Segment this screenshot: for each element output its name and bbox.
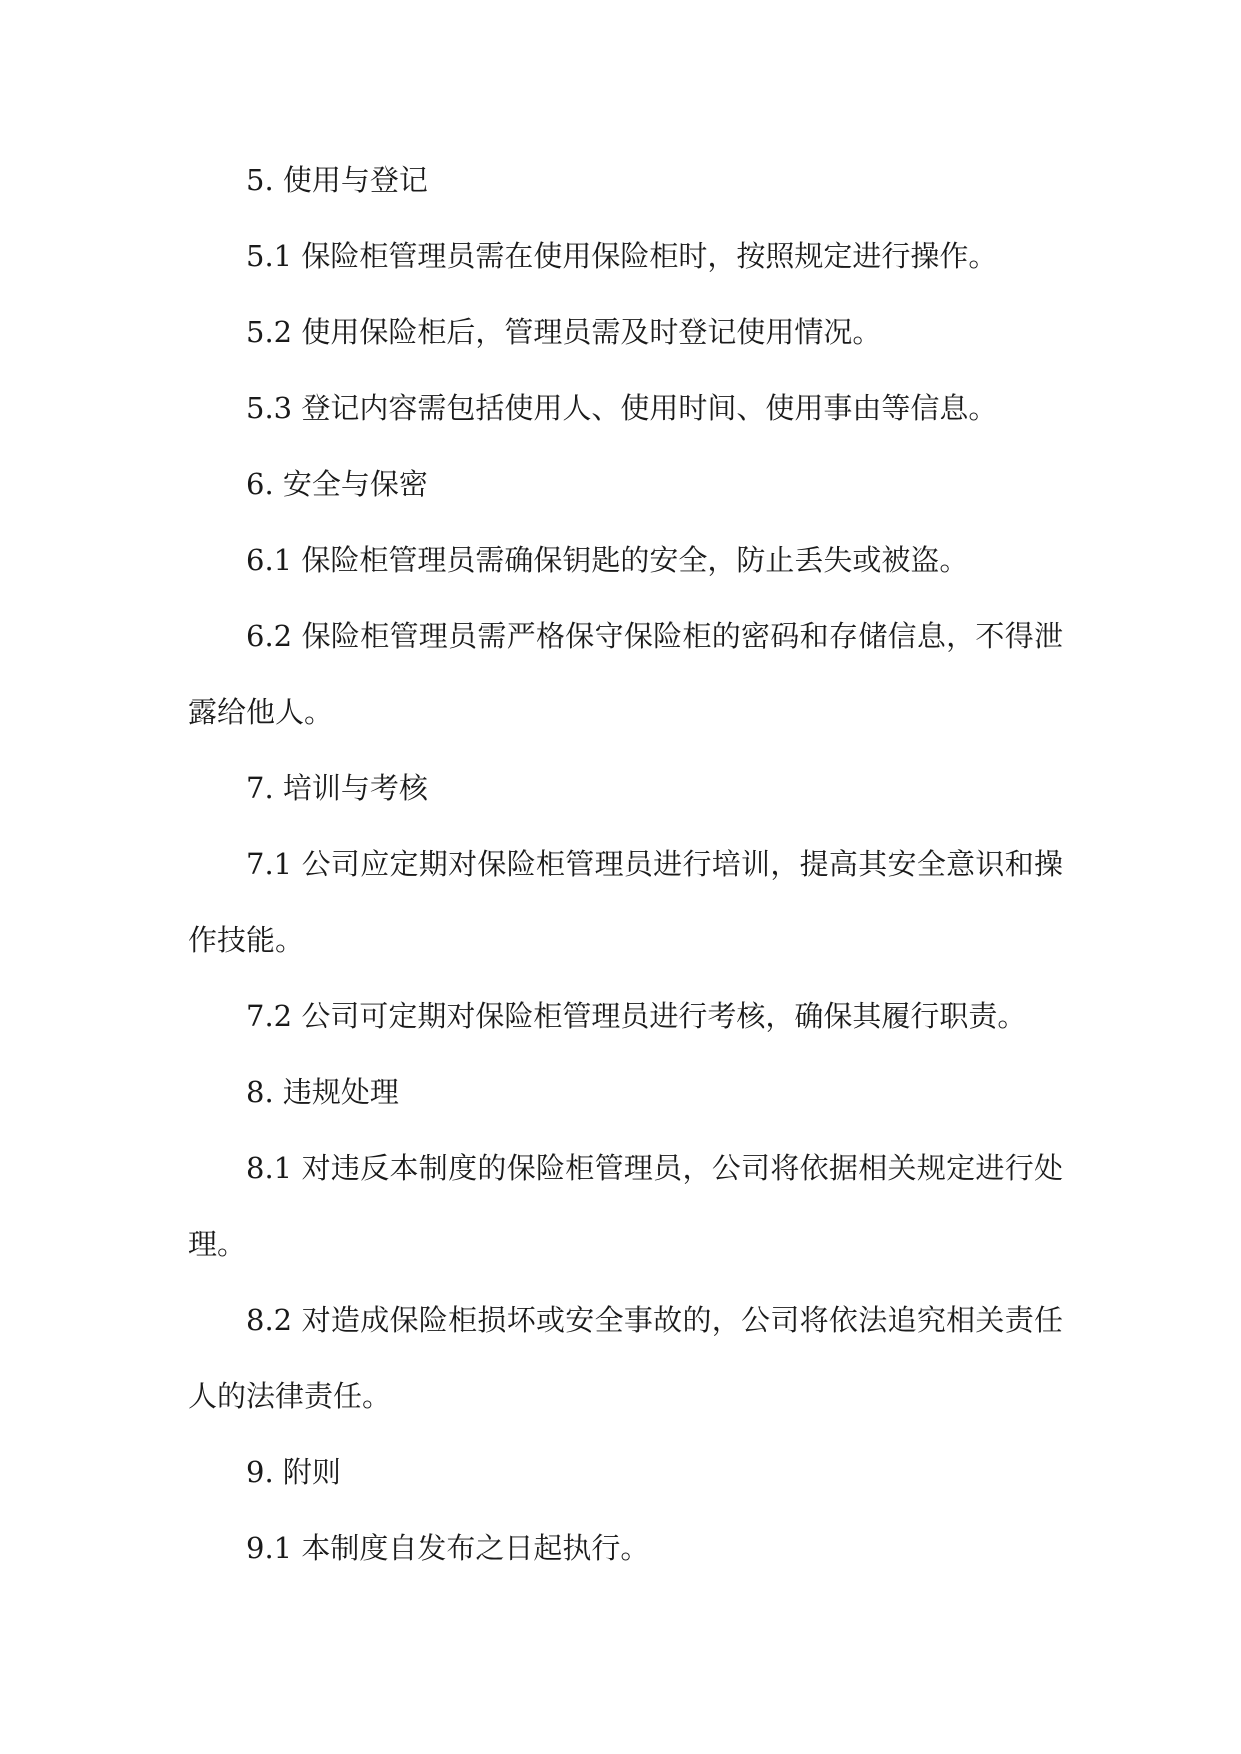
clause-6-2: 6.2 保险柜管理员需严格保守保险柜的密码和存储信息，不得泄露给他人。 [188,619,1063,729]
clause-8-2: 8.2 对造成保险柜损坏或安全事故的，公司将依法追究相关责任人的法律责任。 [188,1303,1063,1413]
clause-8-1: 8.1 对违反本制度的保险柜管理员，公司将依据相关规定进行处理。 [188,1151,1063,1261]
clause-5-1: 5.1 保险柜管理员需在使用保险柜时，按照规定进行操作。 [246,239,998,273]
section-heading-8: 8. 违规处理 [246,1075,399,1109]
section-heading-5: 5. 使用与登记 [246,163,428,197]
section-heading-7: 7. 培训与考核 [246,771,428,805]
clause-7-2: 7.2 公司可定期对保险柜管理员进行考核，确保其履行职责。 [246,999,1027,1033]
clause-6-1: 6.1 保险柜管理员需确保钥匙的安全，防止丢失或被盗。 [246,543,969,577]
section-heading-6: 6. 安全与保密 [246,467,428,501]
clause-7-1: 7.1 公司应定期对保险柜管理员进行培训，提高其安全意识和操作技能。 [188,847,1063,957]
document-body [188,142,1063,1586]
clause-5-3: 5.3 登记内容需包括使用人、使用时间、使用事由等信息。 [246,391,998,425]
clause-5-2: 5.2 使用保险柜后，管理员需及时登记使用情况。 [246,315,882,349]
section-heading-9: 9. 附则 [246,1455,341,1489]
clause-9-1: 9.1 本制度自发布之日起执行。 [246,1531,650,1565]
